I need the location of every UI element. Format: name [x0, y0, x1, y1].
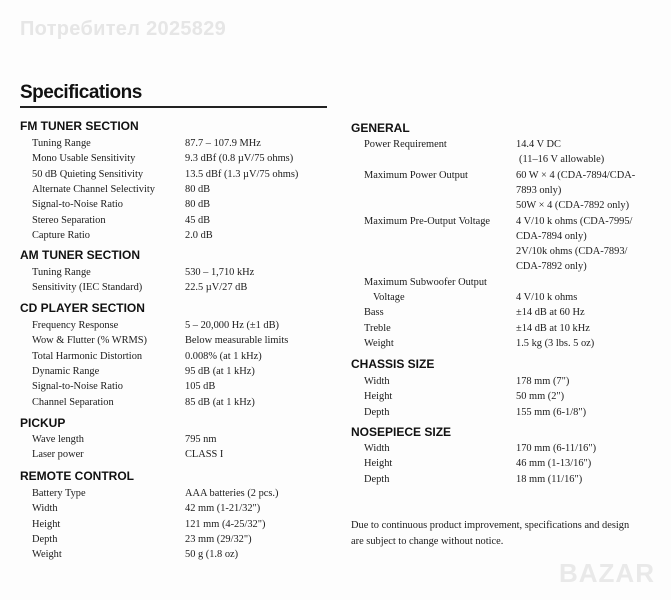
- spec-value: 1.5 kg (3 lbs. 5 oz): [516, 337, 595, 349]
- section-heading: GENERAL: [351, 121, 410, 135]
- spec-value: 105 dB: [185, 381, 216, 393]
- section-heading: PICKUP: [20, 416, 66, 430]
- spec-value: 14.4 V DC: [516, 139, 561, 150]
- spec-value: 45 dB: [185, 214, 211, 226]
- bazar-logo: BAZAR: [559, 558, 655, 588]
- spec-label: Signal-to-Noise Ratio: [32, 381, 123, 393]
- spec-value: 170 mm (6-11/16"): [516, 443, 597, 454]
- spec-label: 50 dB Quieting Sensitivity: [32, 168, 144, 180]
- spec-value: 155 mm (6-1/8"): [516, 406, 587, 418]
- section-heading: NOSEPIECE SIZE: [351, 425, 452, 439]
- page-title: Specifications: [20, 82, 142, 103]
- spec-label: Channel Separation: [32, 396, 114, 408]
- spec-value: ±14 dB at 60 Hz: [516, 307, 585, 319]
- spec-value: 4 V/10 k ohms: [516, 292, 578, 303]
- spec-value: 7893 only): [516, 184, 562, 196]
- spec-label: Wave length: [32, 434, 84, 445]
- spec-label: Maximum Power Output: [364, 169, 468, 181]
- spec-label: Total Harmonic Distortion: [32, 350, 143, 362]
- spec-label: Alternate Channel Selectivity: [32, 183, 155, 195]
- title-rule: [20, 106, 327, 108]
- spec-value: 4 V/10 k ohms (CDA-7995/: [516, 215, 633, 227]
- spec-label: Maximum Pre-Output Voltage: [364, 215, 491, 227]
- spec-value: 60 W × 4 (CDA-7894/CDA-: [516, 169, 636, 181]
- spec-value: 121 mm (4-25/32"): [185, 518, 266, 530]
- spec-label: Treble: [364, 322, 391, 334]
- spec-value: 530 – 1,710 kHz: [185, 267, 255, 278]
- spec-label: Height: [364, 458, 393, 470]
- spec-value: CDA-7894 only): [516, 230, 587, 242]
- spec-label: Height: [32, 518, 61, 530]
- spec-value: 9.3 dBf (0.8 µV/75 ohms): [185, 153, 294, 165]
- spec-label: Capture Ratio: [32, 229, 91, 241]
- spec-value: CLASS I: [185, 449, 224, 461]
- spec-label: Weight: [364, 337, 394, 349]
- disclaimer-line-1: Due to continuous product improvement, specifications and design: [351, 520, 630, 531]
- spec-value: 178 mm (7"): [516, 376, 570, 387]
- spec-label: Wow & Flutter (% WRMS): [32, 335, 147, 347]
- spec-label: Bass: [364, 307, 384, 319]
- spec-label: Width: [364, 443, 390, 454]
- spec-value: 50 g (1.8 oz): [185, 549, 239, 561]
- spec-value: 2V/10k ohms (CDA-7893/: [516, 246, 628, 258]
- spec-label: Depth: [364, 406, 390, 418]
- spec-label: Height: [364, 391, 393, 403]
- spec-value: 23 mm (29/32"): [185, 533, 252, 545]
- spec-value: 13.5 dBf (1.3 µV/75 ohms): [185, 168, 299, 180]
- spec-value: 50W × 4 (CDA-7892 only): [516, 200, 630, 212]
- spec-value: 80 dB: [185, 199, 211, 211]
- spec-value: Below measurable limits: [185, 335, 289, 347]
- spec-value: 0.008% (at 1 kHz): [185, 350, 262, 362]
- spec-value: 18 mm (11/16"): [516, 473, 583, 485]
- spec-label: Mono Usable Sensitivity: [32, 153, 136, 165]
- spec-label: Tuning Range: [32, 267, 91, 278]
- spec-label: Battery Type: [32, 488, 86, 499]
- section-heading: REMOTE CONTROL: [20, 469, 134, 483]
- spec-value: 80 dB: [185, 183, 211, 195]
- spec-label: Frequency Response: [32, 320, 119, 331]
- spec-value: 795 nm: [185, 434, 217, 445]
- spec-label: Power Requirement: [364, 139, 447, 150]
- spec-label: Width: [364, 376, 390, 387]
- spec-value: 46 mm (1-13/16"): [516, 458, 592, 470]
- spec-label: Weight: [32, 549, 62, 561]
- spec-value: CDA-7892 only): [516, 261, 587, 273]
- spec-value: 95 dB (at 1 kHz): [185, 365, 255, 377]
- spec-value: 22.5 µV/27 dB: [185, 282, 248, 294]
- spec-value: 50 mm (2"): [516, 391, 565, 403]
- spec-label: Stereo Separation: [32, 214, 106, 226]
- section-heading: FM TUNER SECTION: [20, 119, 139, 133]
- watermark-text: Потребител 2025829: [20, 18, 227, 40]
- section-heading: CD PLAYER SECTION: [20, 301, 145, 315]
- disclaimer-line-2: are subject to change without notice.: [351, 536, 504, 547]
- spec-label: Laser power: [32, 449, 84, 461]
- spec-value: 85 dB (at 1 kHz): [185, 396, 255, 408]
- spec-value: ±14 dB at 10 kHz: [516, 322, 590, 334]
- spec-value: 87.7 – 107.9 MHz: [185, 138, 261, 149]
- spec-label: Width: [32, 503, 58, 515]
- spec-value: AAA batteries (2 pcs.): [185, 488, 279, 499]
- spec-label: Maximum Subwoofer Output: [364, 276, 487, 288]
- spec-label: Dynamic Range: [32, 365, 100, 377]
- spec-value: 5 – 20,000 Hz (±1 dB): [185, 320, 280, 331]
- spec-label: Tuning Range: [32, 138, 91, 149]
- section-heading: CHASSIS SIZE: [351, 357, 435, 371]
- spec-label: Sensitivity (IEC Standard): [32, 282, 143, 294]
- spec-label: Depth: [364, 473, 390, 485]
- section-heading: AM TUNER SECTION: [20, 248, 140, 262]
- spec-label: Voltage: [373, 292, 405, 303]
- spec-label: Depth: [32, 533, 58, 545]
- spec-label: Signal-to-Noise Ratio: [32, 199, 123, 211]
- spec-value: (11–16 V allowable): [519, 154, 605, 166]
- spec-value: 2.0 dB: [185, 229, 213, 241]
- spec-value: 42 mm (1-21/32"): [185, 503, 261, 515]
- disclaimer-note: [351, 518, 661, 550]
